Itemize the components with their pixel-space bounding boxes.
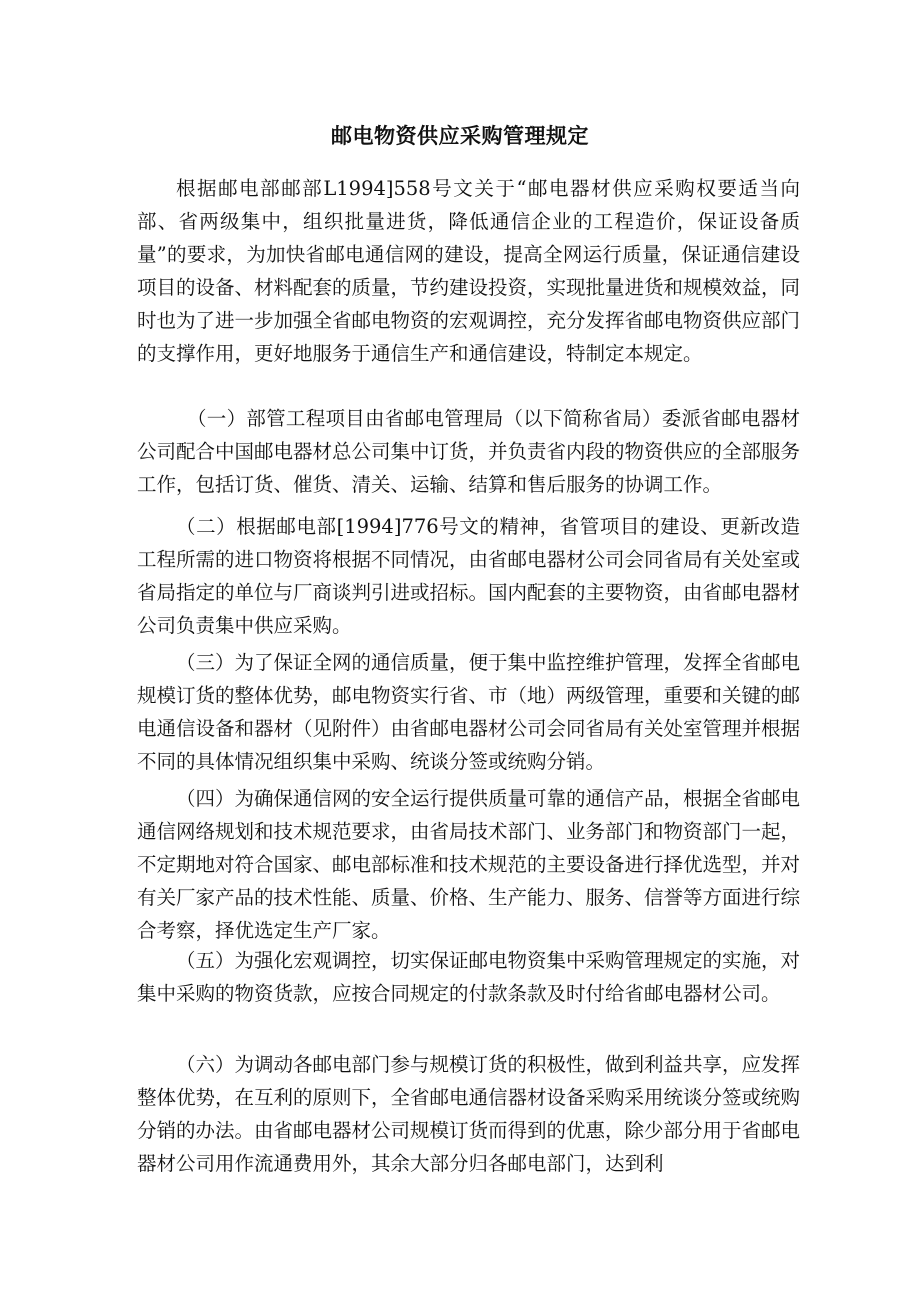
section-5-paragraph: （五）为强化宏观调控，切实保证邮电物资集中采购管理规定的实施，对集中采购的物资货款，应按合同规定的付款条款及时付给省邮电器材公司。: [137, 949, 801, 1005]
section-4-paragraph: （四）为确保通信网的安全运行提供质量可靠的通信产品，根据全省邮电通信网络规划和技术规范要求，由省局技术部门、业务部门和物资部门一起，不定期地对符合国家、邮电部标准和技术规范的主要设备进行择优选型，并对有关厂家产品的技术性能、质量、价格、生产能力、服务、信誉等方面进行综合考察，择优选定生产厂家。: [137, 787, 801, 942]
section-1-paragraph: （一）部管工程项目由省邮电管理局（以下简称省局）委派省邮电器材公司配合中国邮电器材总公司集中订货，并负责省内段的物资供应的全部服务工作，包括订货、催货、清关、运输、结算和售后服务的协调工作。: [137, 407, 801, 496]
section-3-paragraph: （三）为了保证全网的通信质量，便于集中监控维护管理，发挥全省邮电规模订货的整体优势，邮电物资实行省、市（地）两级管理，重要和关键的邮电通信设备和器材（见附件）由省邮电器材公司会同省局有关处室管理并根据不同的具体情况组织集中采购、统谈分签或统购分销。: [137, 651, 801, 773]
document-title: 邮电物资供应采购管理规定: [331, 124, 589, 148]
section-2-paragraph: （二）根据邮电部[1994]776号文的精神，省管项目的建设、更新改造工程所需的进口物资将根据不同情况，由省邮电器材公司会同省局有关处室或省局指定的单位与厂商谈判引进或招标。国内配套的主要物资，由省邮电器材公司负责集中供应采购。: [137, 515, 801, 637]
intro-paragraph: 根据邮电部邮部L1994]558号文关于“邮电器材供应采购权要适当向部、省两级集中，组织批量进货，降低通信企业的工程造价，保证设备质量”的要求，为加快省邮电通信网的建设，提高全网运行质量，保证通信建设项目的设备、材料配套的质量，节约建设投资，实现批量进货和规模效益，同时也为了进一步加强全省邮电物资的宏观调控，充分发挥省邮电物资供应部门的支撑作用，更好地服务于通信生产和通信建设，特制定本规定。: [137, 177, 801, 365]
section-6-paragraph: （六）为调动各邮电部门参与规模订货的积极性，做到利益共享，应发挥整体优势，在互利的原则下，全省邮电通信器材设备采购采用统谈分签或统购分销的办法。由省邮电器材公司规模订货而得到的优惠，除少部分用于省邮电器材公司用作流通费用外，其余大部分归各邮电部门，达到利: [137, 1053, 801, 1175]
